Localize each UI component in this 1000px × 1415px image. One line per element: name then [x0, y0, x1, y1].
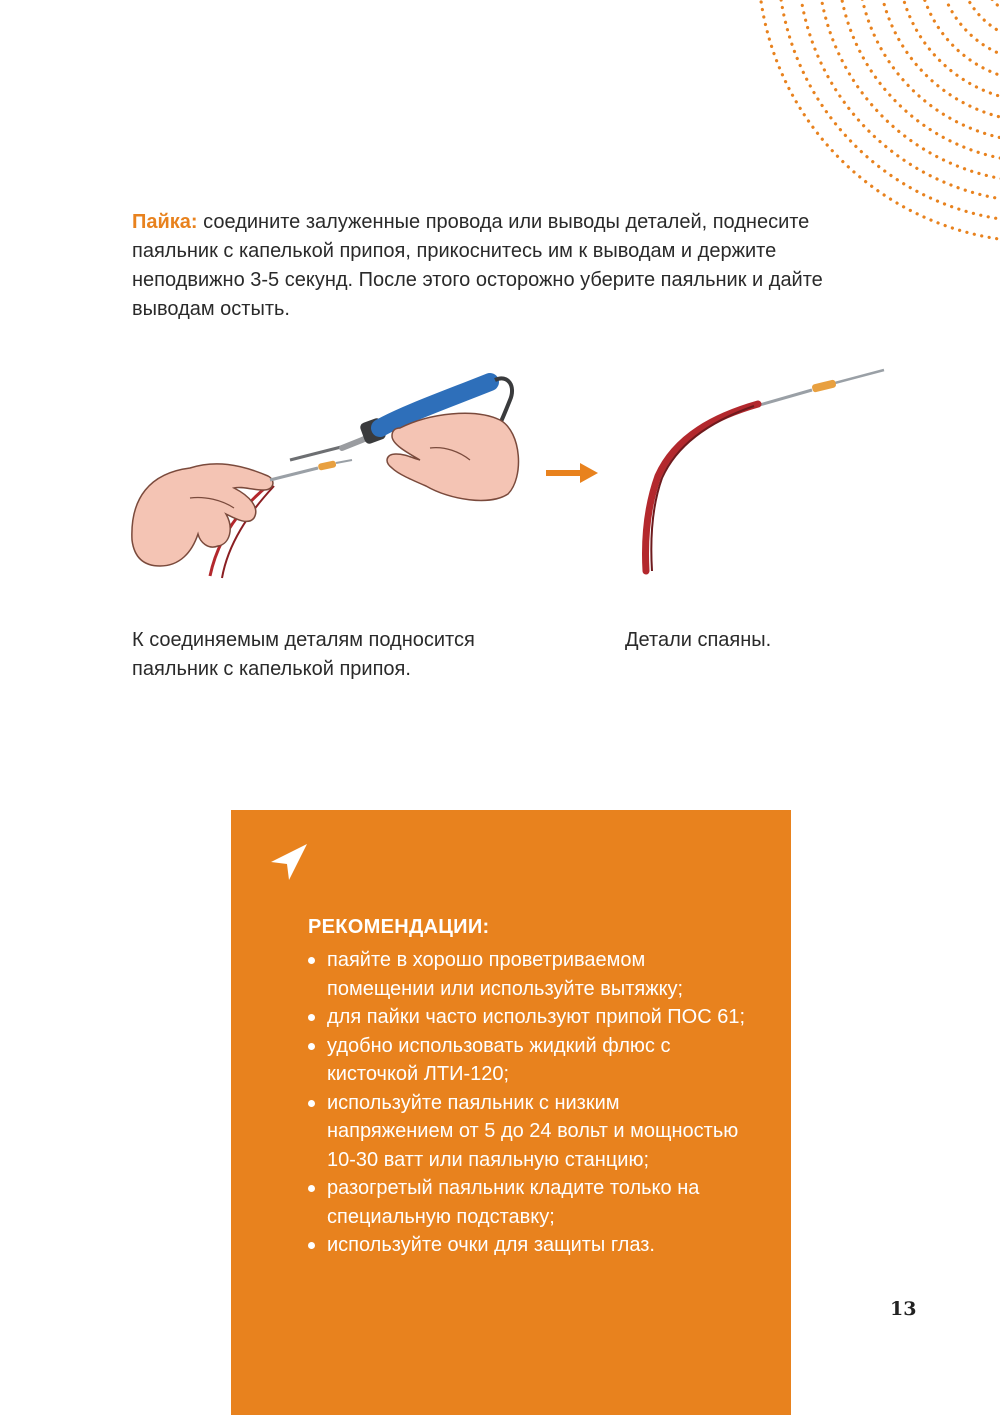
list-item: удобно использовать жидкий флюс с кисточкой ЛТИ-120; [308, 1032, 748, 1089]
navigation-arrow-icon [267, 840, 311, 884]
caption-right: Детали спаяны. [625, 629, 772, 651]
recommendations-box [231, 810, 791, 1415]
recommendations-title: РЕКОМЕНДАЦИИ: [308, 916, 490, 938]
recommendations-list [308, 946, 748, 1260]
list-item: используйте паяльник с низким напряжением от 5 до 24 вольт и мощностью 10-30 ватт или паяльную станцию; [308, 1089, 748, 1175]
page-number: 13 [890, 1298, 917, 1320]
caption-left: К соединяемым деталям подносится паяльник с капелькой припоя. [132, 629, 475, 680]
soldering-illustration [130, 368, 530, 586]
right-arrow-icon [546, 462, 598, 484]
intro-lead: Пайка: [132, 211, 198, 233]
list-item: паяйте в хорошо проветриваемом помещении или используйте вытяжку; [308, 946, 748, 1003]
list-item: разогретый паяльник кладите только на специальную подставку; [308, 1174, 748, 1231]
list-item: для пайки часто используют припой ПОС 61; [308, 1003, 748, 1032]
intro-paragraph [132, 208, 852, 324]
list-item: используйте очки для защиты глаз. [308, 1231, 748, 1260]
soldered-wire-illustration [636, 366, 888, 576]
intro-text: соедините залуженные провода или выводы деталей, поднесите паяльник с капелькой припоя, прикоснитесь им к выводам и держите неподвижно 3-5 секунд. После этого осторожно уберите паяльник и дайте выводам остыть. [132, 211, 823, 320]
